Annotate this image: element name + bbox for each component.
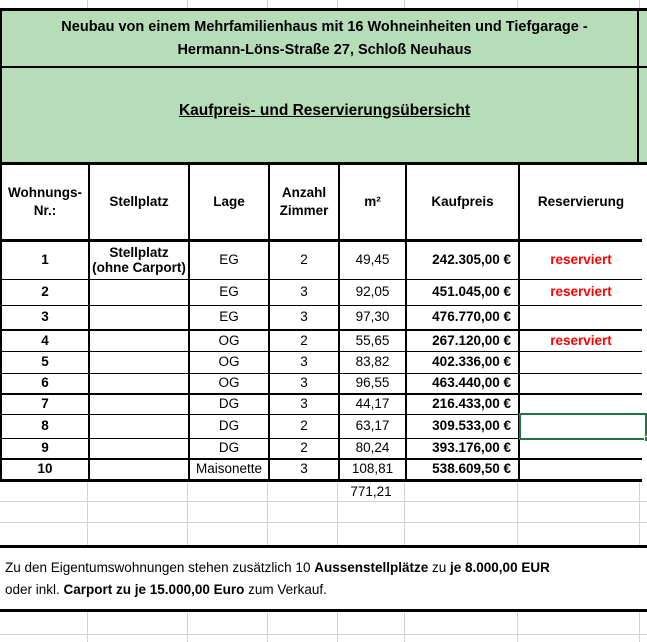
gridline-cell xyxy=(405,612,518,634)
sum-cell-empty xyxy=(640,482,647,501)
sum-cell-empty[interactable] xyxy=(188,482,268,501)
gridline-cell xyxy=(88,635,188,642)
gridline-cell xyxy=(338,635,405,642)
gridline-cell xyxy=(188,0,268,8)
gridline-cell xyxy=(518,523,640,545)
building-title-line1: Neubau von einem Mehrfamilienhaus mit 16 Wohneinheiten und Tiefgarage - xyxy=(61,18,588,35)
overview-title: Kaufpreis- und Reservierungsübersicht xyxy=(178,102,471,119)
cell-nr-row-5[interactable]: 5 xyxy=(2,352,90,373)
gridline-cell xyxy=(518,0,640,8)
cell-qm-row-3[interactable]: 97,30 xyxy=(340,306,407,329)
gridline-cell xyxy=(188,523,268,545)
column-header-wohnungs-nr[interactable]: Wohnungs- Nr.: xyxy=(2,165,90,239)
sum-row xyxy=(0,482,647,502)
table-row-2 xyxy=(2,280,642,306)
table-body xyxy=(2,242,642,482)
cell-qm-row-10[interactable]: 108,81 xyxy=(340,460,407,479)
footer-note-line2 xyxy=(5,579,643,601)
cell-stellplatz-row-6[interactable] xyxy=(90,374,190,393)
cell-reservierung-row-2[interactable]: reserviert xyxy=(550,284,612,300)
cell-lage-row-7[interactable]: DG xyxy=(190,395,270,414)
cell-qm-row-6[interactable]: 96,55 xyxy=(340,374,407,393)
cell-zimmer-row-10[interactable]: 3 xyxy=(270,460,340,479)
empty-sheet-row xyxy=(0,612,647,635)
gridline-cell xyxy=(640,502,647,522)
table-row-1 xyxy=(2,242,642,280)
building-title-section xyxy=(0,8,647,68)
cell-nr-row-10[interactable]: 10 xyxy=(2,460,90,479)
footer-text: zum Verkauf. xyxy=(244,582,327,597)
gridline-cell xyxy=(338,612,405,634)
cell-qm-row-9[interactable]: 80,24 xyxy=(340,439,407,458)
gridline-cell xyxy=(405,523,518,545)
cell-kaufpreis-row-5[interactable]: 402.336,00 € xyxy=(407,352,520,373)
table-row-9 xyxy=(2,439,642,460)
gridline-cell xyxy=(405,635,518,642)
cell-lage-row-8[interactable]: DG xyxy=(190,415,270,438)
cell-kaufpreis-row-10[interactable]: 538.609,50 € xyxy=(407,460,520,479)
gridline-cell xyxy=(268,612,338,634)
cell-stellplatz-row-10[interactable] xyxy=(90,460,190,479)
gridline-cell xyxy=(405,502,518,522)
cell-lage-row-9[interactable]: DG xyxy=(190,439,270,458)
cell-zimmer-row-9[interactable]: 2 xyxy=(270,439,340,458)
footer-note-line1 xyxy=(5,557,643,579)
cell-nr-row-8[interactable]: 8 xyxy=(2,415,90,438)
cell-nr-row-4[interactable]: 4 xyxy=(2,331,90,351)
cell-kaufpreis-row-9[interactable]: 393.176,00 € xyxy=(407,439,520,458)
cell-qm-row-1[interactable]: 49,45 xyxy=(340,242,407,279)
gridline-cell xyxy=(268,0,338,8)
footer-text: zu xyxy=(428,560,451,575)
cell-zimmer-row-7[interactable]: 3 xyxy=(270,395,340,414)
gridline-cell xyxy=(405,0,518,8)
selected-cell[interactable] xyxy=(520,415,642,438)
green-section-right-border xyxy=(637,8,639,165)
cell-qm-row-8[interactable]: 63,17 xyxy=(340,415,407,438)
cell-stellplatz-row-1[interactable]: Stellplatz (ohne Carport) xyxy=(90,242,190,279)
column-header-kaufpreis[interactable]: Kaufpreis xyxy=(407,165,520,239)
gridline-cell xyxy=(0,635,88,642)
gridline-cell xyxy=(640,523,647,545)
footer-note xyxy=(0,545,647,612)
sum-qm-total[interactable]: 771,21 xyxy=(338,482,405,501)
cell-reservierung-row-10[interactable] xyxy=(520,460,642,479)
gridline-cell xyxy=(640,635,647,642)
cell-stellplatz-row-3[interactable] xyxy=(90,306,190,329)
footer-bold-text: je 8.000,00 EUR xyxy=(450,560,550,575)
footer-bold-text: Carport zu je 15.000,00 Euro xyxy=(63,582,245,597)
gridline-cell xyxy=(640,612,647,634)
footer-text: Zu den Eigentumswohnungen stehen zusätzlich 10 xyxy=(5,560,315,575)
gridline-cell xyxy=(188,612,268,634)
gridline-cell xyxy=(0,523,88,545)
column-header-reservierung[interactable]: Reservierung xyxy=(537,194,625,210)
cell-nr-row-6[interactable]: 6 xyxy=(2,374,90,393)
table-row-3 xyxy=(2,306,642,331)
gridline-cell xyxy=(188,635,268,642)
gridline-cell xyxy=(0,502,88,522)
cell-zimmer-row-8[interactable]: 2 xyxy=(270,415,340,438)
gridline-cell xyxy=(338,502,405,522)
cell-zimmer-row-1[interactable]: 2 xyxy=(270,242,340,279)
column-header-qm[interactable]: m² xyxy=(340,165,407,239)
gridline-cell xyxy=(268,635,338,642)
sum-cell-empty[interactable] xyxy=(0,482,88,501)
cell-qm-row-5[interactable]: 83,82 xyxy=(340,352,407,373)
cell-reservierung-row-3[interactable] xyxy=(520,306,642,329)
cell-lage-row-10[interactable]: Maisonette xyxy=(190,460,270,479)
cell-zimmer-row-6[interactable]: 3 xyxy=(270,374,340,393)
cell-stellplatz-row-9[interactable] xyxy=(90,439,190,458)
table-header-row xyxy=(2,165,642,242)
cell-lage-row-6[interactable]: OG xyxy=(190,374,270,393)
gridline-cell xyxy=(0,612,88,634)
cell-nr-row-1[interactable]: 1 xyxy=(2,242,90,279)
gridline-cell xyxy=(518,612,640,634)
cell-qm-row-2[interactable]: 92,05 xyxy=(340,280,407,305)
sum-cell-empty[interactable] xyxy=(405,482,518,501)
gridline-cell xyxy=(88,502,188,522)
table-row-7 xyxy=(2,395,642,415)
sum-cell-empty[interactable] xyxy=(88,482,188,501)
cell-qm-row-7[interactable]: 44,17 xyxy=(340,395,407,414)
empty-sheet-row xyxy=(0,502,647,523)
cell-reservierung-row-5[interactable] xyxy=(520,352,642,373)
cell-stellplatz-row-7[interactable] xyxy=(90,395,190,414)
footer-bold-text: Aussenstellplätze xyxy=(314,560,429,575)
gridline-cell xyxy=(88,0,188,8)
cell-kaufpreis-row-1[interactable]: 242.305,00 € xyxy=(407,242,520,279)
gridline-cell xyxy=(268,523,338,545)
table-row-10 xyxy=(2,460,642,482)
building-title-line2: Hermann-Löns-Straße 27, Schloß Neuhaus xyxy=(177,41,472,58)
gridline-cell xyxy=(188,502,268,522)
cell-reservierung-row-6[interactable] xyxy=(520,374,642,393)
cell-lage-row-4[interactable]: OG xyxy=(190,331,270,351)
cell-stellplatz-row-5[interactable] xyxy=(90,352,190,373)
gridline-cell xyxy=(0,0,88,8)
cell-kaufpreis-row-3[interactable]: 476.770,00 € xyxy=(407,306,520,329)
gridline-cell xyxy=(338,523,405,545)
column-header-lage[interactable]: Lage xyxy=(190,165,270,239)
cell-zimmer-row-4[interactable]: 2 xyxy=(270,331,340,351)
cell-qm-row-4[interactable]: 55,65 xyxy=(340,331,407,351)
cell-zimmer-row-2[interactable]: 3 xyxy=(270,280,340,305)
column-header-anzahl-zimmer[interactable]: Anzahl Zimmer xyxy=(270,165,340,239)
cell-kaufpreis-row-8[interactable]: 309.533,00 € xyxy=(407,415,520,438)
cell-reservierung-row-9[interactable] xyxy=(520,439,642,458)
cell-lage-row-1[interactable]: EG xyxy=(190,242,270,279)
cell-stellplatz-row-4[interactable] xyxy=(90,331,190,351)
cell-reservierung-row-4[interactable]: reserviert xyxy=(550,332,612,348)
cell-nr-row-7[interactable]: 7 xyxy=(2,395,90,414)
cell-zimmer-row-5[interactable]: 3 xyxy=(270,352,340,373)
gridline-cell xyxy=(518,502,640,522)
price-table xyxy=(0,165,642,482)
empty-sheet-row xyxy=(0,635,647,642)
table-row-6 xyxy=(2,374,642,395)
cell-nr-row-2[interactable]: 2 xyxy=(2,280,90,305)
cell-nr-row-3[interactable]: 3 xyxy=(2,306,90,329)
cell-lage-row-2[interactable]: EG xyxy=(190,280,270,305)
cell-kaufpreis-row-4[interactable]: 267.120,00 € xyxy=(407,331,520,351)
cell-zimmer-row-3[interactable]: 3 xyxy=(270,306,340,329)
gridline-cell xyxy=(268,502,338,522)
gridline-cell xyxy=(640,0,647,8)
sum-cell-empty[interactable] xyxy=(268,482,338,501)
gridline-cell xyxy=(88,523,188,545)
cell-reservierung-row-7[interactable] xyxy=(520,395,642,414)
cell-kaufpreis-row-2[interactable]: 451.045,00 € xyxy=(407,280,520,305)
cell-kaufpreis-row-6[interactable]: 463.440,00 € xyxy=(407,374,520,393)
sheet-gridline-strip-top xyxy=(0,0,647,8)
table-row-8 xyxy=(2,415,642,439)
cell-lage-row-5[interactable]: OG xyxy=(190,352,270,373)
table-row-4 xyxy=(2,331,642,352)
footer-text: oder inkl. xyxy=(5,582,64,597)
sum-cell-empty[interactable] xyxy=(518,482,640,501)
cell-nr-row-9[interactable]: 9 xyxy=(2,439,90,458)
overview-title-section xyxy=(0,68,647,165)
gridline-cell xyxy=(88,612,188,634)
cell-stellplatz-row-8[interactable] xyxy=(90,415,190,438)
cell-reservierung-row-1[interactable]: reserviert xyxy=(550,252,612,268)
table-row-5 xyxy=(2,352,642,374)
empty-sheet-row xyxy=(0,523,647,545)
cell-lage-row-3[interactable]: EG xyxy=(190,306,270,329)
cell-stellplatz-row-2[interactable] xyxy=(90,280,190,305)
column-header-stellplatz[interactable]: Stellplatz xyxy=(90,165,190,239)
cell-kaufpreis-row-7[interactable]: 216.433,00 € xyxy=(407,395,520,414)
gridline-cell xyxy=(338,0,405,8)
gridline-cell xyxy=(518,635,640,642)
